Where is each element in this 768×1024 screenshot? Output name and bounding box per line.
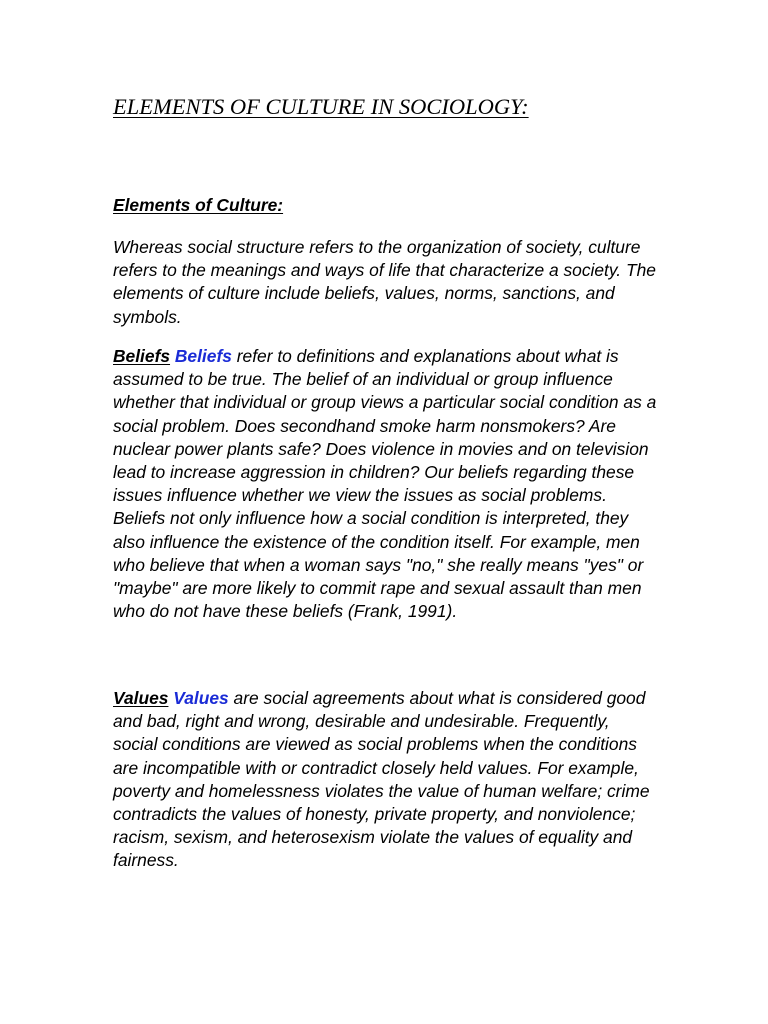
- document-title: ELEMENTS OF CULTURE IN SOCIOLOGY:: [113, 94, 529, 119]
- values-paragraph: [113, 687, 658, 873]
- intro-paragraph: Whereas social structure refers to the organization of society, culture refers to the meanings and ways of life that characterize a society. The elements of culture include beliefs, values, norms, sanctions, and symbols.: [113, 237, 656, 327]
- section-heading: Elements of Culture:: [113, 195, 284, 215]
- beliefs-paragraph: [113, 345, 658, 623]
- beliefs-term-highlight: Beliefs: [174, 346, 232, 366]
- beliefs-term: Beliefs: [113, 346, 171, 366]
- values-term: Values: [113, 688, 169, 708]
- beliefs-text: refer to definitions and explanations about what is assumed to be true. The belief of an individual or group influence whether that individual or group views a particular social condition as a social problem. Does secondhand smoke harm nonsmokers? Are nuclear power plants safe? Does violence in movies and on television lead to increase aggression in children? Our beliefs regarding these issues influence whether we view the issues as social problems. Beliefs not only influence how a social condition is interpreted, they also influence the existence of the condition itself. For example, men who believe that when a woman says "no," she really means "yes" or "maybe" are more likely to commit rape and sexual assault than men who do not have these beliefs (Frank, 1991).: [113, 346, 657, 622]
- values-text: are social agreements about what is considered good and bad, right and wrong, desirable and undesirable. Frequently, social conditions are viewed as social problems when the conditions are incompatible with or contradict closely held values. For example, poverty and homelessness violates the value of human welfare; crime contradicts the values of honesty, private property, and nonviolence; racism, sexism, and heterosexism violate the values of equality and fairness.: [113, 688, 650, 871]
- values-term-highlight: Values: [173, 688, 229, 708]
